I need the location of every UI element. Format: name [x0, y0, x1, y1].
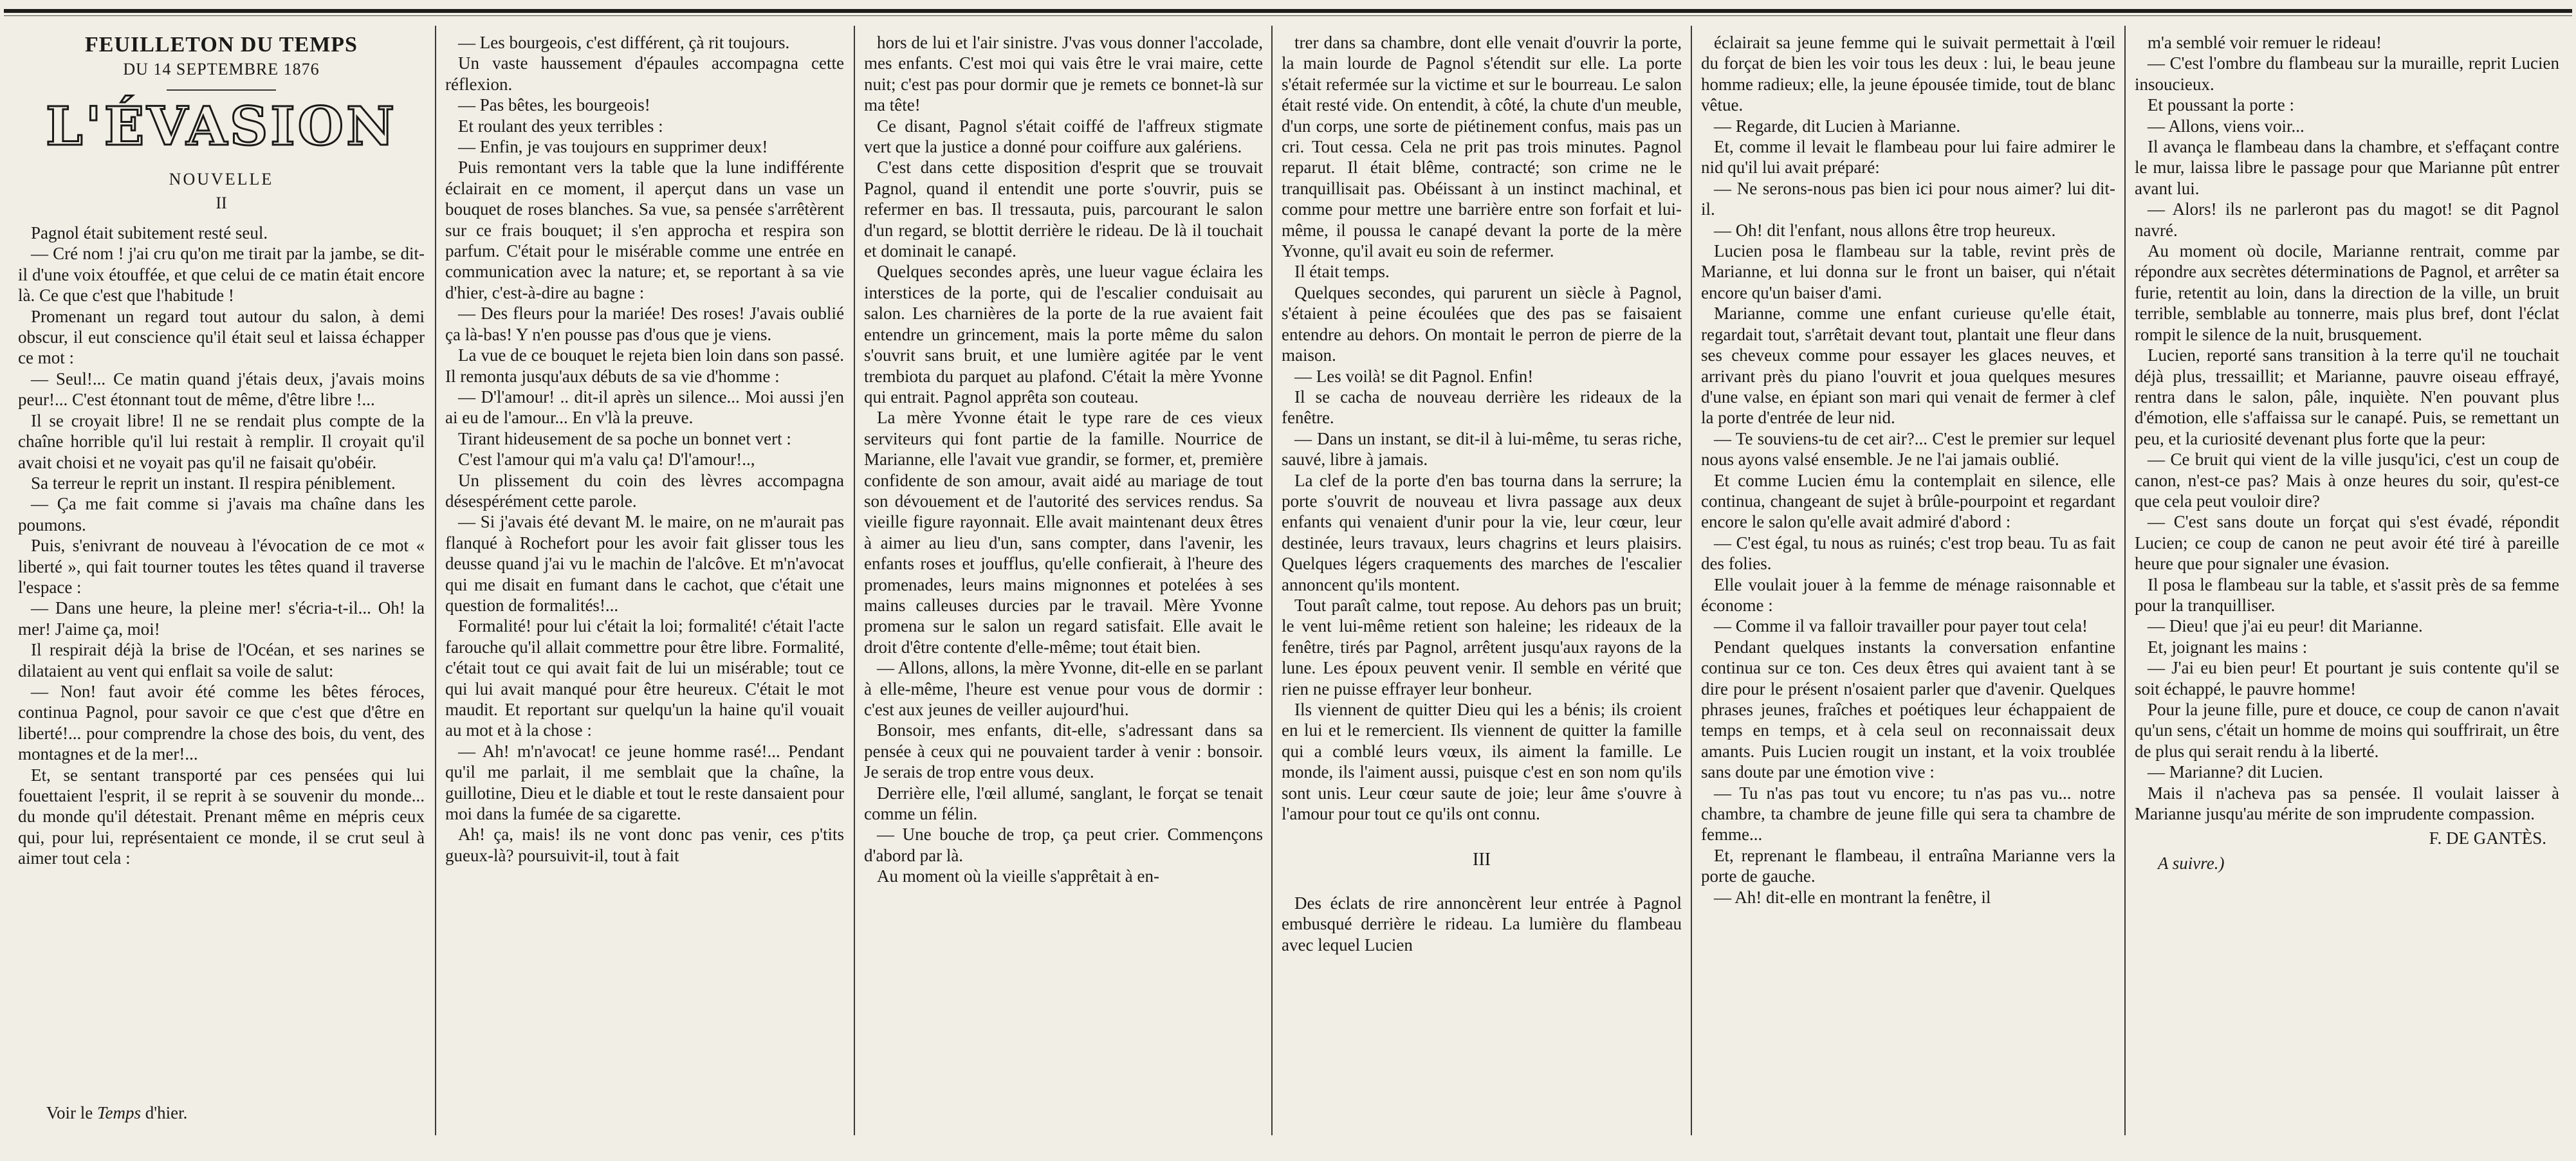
paragraph: — Marianne? dit Lucien.	[2148, 762, 2323, 782]
paragraph: Tirant hideusement de sa poche un bonnet vert :	[458, 428, 791, 448]
paragraph: — C'est sans doute un forçat qui s'est évadé, répondit Lucien; ce coup de canon ne peut avoir été tiré à pareille heure que pour signaler une évasion.	[2135, 512, 2559, 574]
paragraph: Formalité! pour lui c'était la loi; formalité! c'était l'acte farouche qu'il allait commettre pour être libre. Formalité, c'était tout ce qui avait fait de lui un misérable; tout ce qui lui avait manqué pour être heureux. C'était le mot maudit. Et reportant sur quelqu'un la haine qu'il vouait au mot et à la chose :	[445, 616, 844, 740]
author-signature: F. DE GANTÈS.	[2429, 828, 2546, 848]
footer-note-suffix: d'hier.	[141, 1103, 188, 1122]
paragraph: Ah! ça, mais! ils ne vont donc pas venir, ces p'tits gueux-là? poursuivit-il, tout à fait	[445, 825, 844, 865]
paragraph: Il posa le flambeau sur la table, et s'assit près de sa femme pour la tranquilliser.	[2135, 574, 2559, 615]
paragraph: Promenant un regard tout autour du salon, à demi obscur, il eut conscience qu'il était seul et laissa échapper ce mot :	[18, 306, 425, 368]
paragraph: Derrière elle, l'œil allumé, sanglant, le forçat se tenait comme un félin.	[864, 783, 1263, 824]
paragraph: Il se croyait libre! Il ne se rendait plus compte de la chaîne horrible qu'il lui restait à remplir. Il croyait qu'il avait choisi et ne voyait pas qu'il ne faisait qu'obéir.	[18, 410, 425, 472]
paragraph: — Pas bêtes, les bourgeois!	[458, 95, 650, 115]
paragraph: La clef de la porte d'en bas tourna dans la serrure; la porte s'ouvrit de nouveau et livra passage aux deux enfants qui venaient d'unir pour la vie, leur cœur, leur destinée, leurs travaux, leurs chagrins et leurs plaisirs. Quelques légers craquements des marches de l'escalier annoncent qu'ils montent.	[1282, 470, 1682, 594]
paragraph: Quelques secondes après, une lueur vague éclaira les interstices de la porte, qui de l'escalier conduisait au salon. Les charnières de la porte de la rue avaient fait entendre un grincement, mais la porte même du salon s'ouvrit sans bruit, et une lumière agitée par le vent trembiota du parquet au plafond. C'était la mère Yvonne qui entrait. Pagnol apprêta son couteau.	[864, 262, 1263, 407]
paragraph: Il avança le flambeau dans la chambre, et s'effaçant contre le mur, laissa libre le passage pour que Marianne pût entrer avant lui.	[2135, 137, 2559, 198]
paragraph: — J'ai eu bien peur! Et pourtant je suis contente qu'il se soit échappé, le pauvre homme!	[2135, 658, 2559, 699]
paragraph: Pendant quelques instants la conversation enfantine continua sur ce ton. Ces deux êtres qui avaient tant à se dire pour le présent n'osaient parler que d'avenir. Quelques phrases jeunes, fraîches et poétiques leur échappaient de temps en temps, et à cela seul on reconnaissait deux amants. Puis Lucien rougit un instant, et la voix troublée sans doute par une émotion vive :	[1701, 637, 2115, 782]
paragraph: Et, joignant les mains :	[2148, 637, 2308, 657]
paragraph: Un vaste haussement d'épaules accompagna cette réflexion.	[445, 53, 844, 94]
top-rule	[4, 9, 2572, 13]
paragraph: — Ce bruit qui vient de la ville jusqu'ici, c'est un coup de canon, n'est-ce pas? Mais à onze heures du soir, qu'est-ce que cela peut vouloir dire?	[2135, 450, 2559, 511]
paragraph: Mais il n'acheva pas sa pensée. Il voulait laisser à Marianne jusqu'au mérite de son imprudente compassion.	[2135, 783, 2559, 824]
top-rule-thin	[4, 15, 2572, 16]
column-2	[445, 32, 844, 1119]
paragraph: Marianne, comme une enfant curieuse qu'elle était, regardait tout, s'arrêtait devant tout, plantait une fleur dans ses cheveux comme pour essayer les glaces neuves, et arrivant près du piano l'ouvrit et joua quelques mesures d'une valse, en épiant son mari qui venait de fermer à clef la porte d'entrée de leur nid.	[1701, 304, 2115, 428]
column-4	[1282, 32, 1682, 1119]
paragraph: Et roulant des yeux terribles :	[458, 116, 663, 136]
paragraph: — C'est l'ombre du flambeau sur la muraille, reprit Lucien insoucieux.	[2135, 53, 2559, 94]
footer-note	[46, 1103, 187, 1123]
paragraph: — Cré nom ! j'ai cru qu'on me tirait par la jambe, se dit-il d'une voix étouffée, et que celui de ce matin était encore là. Ce que c'est que l'habitude !	[18, 244, 425, 306]
paragraph: Puis remontant vers la table que la lune indifférente éclairait en ce moment, il aperçut dans un vase un bouquet de roses blanches. Sa vue, sa pensée s'arrêtèrent sur ce frais bouquet; il s'en approcha et respira son parfum. C'était pour le misérable comme une entrée en communication avec la nature; et, se reportant à sa vie d'hier, c'est-à-dire au bagne :	[445, 158, 844, 302]
paragraph: Et, reprenant le flambeau, il entraîna Marianne vers la porte de gauche.	[1701, 845, 2115, 886]
column-divider	[2124, 26, 2126, 1135]
paragraph: Pour la jeune fille, pure et douce, ce coup de canon n'avait qu'un sens, c'était un homme de moins qui souffrirait, un être de plus qui serait rendu à la liberté.	[2135, 700, 2559, 761]
paragraph: Quelques secondes, qui parurent un siècle à Pagnol, s'étaient à peine écoulées que des pas se faisaient entendre au dehors. On montait le perron de pierre de la maison.	[1282, 282, 1682, 365]
paragraph: — Si j'avais été devant M. le maire, on ne m'aurait pas flanqué à Rochefort pour les avoir fait glisser tous les deusse quand j'ai vu le machin de l'alcôve. Et m'n'avocat qui me disait en fumant dans le cachot, que c'était une question de formalités!...	[445, 512, 844, 615]
paragraph: — Te souviens-tu de cet air?... C'est le premier sur lequel nous ayons valsé ensemble. Je ne l'ai jamais oublié.	[1701, 428, 2115, 470]
paragraph: C'est l'amour qui m'a valu ça! D'l'amour!..,	[458, 450, 755, 470]
section-number: III	[1473, 850, 1491, 870]
paragraph: — Tu n'as pas tout vu encore; tu n'as pas vu... notre chambre, ta chambre de jeune fille qui sera ta chambre de femme...	[1701, 783, 2115, 845]
paragraph: Et poussant la porte :	[2148, 95, 2294, 115]
paragraph: — Dans une heure, la pleine mer! s'écria-t-il... Oh! la mer! J'aime ça, moi!	[18, 598, 425, 639]
chapter-number: II	[216, 193, 227, 212]
paragraph: — D'l'amour! .. dit-il après un silence... Moi aussi j'en ai eu de l'amour... En v'là la preuve.	[445, 387, 844, 428]
paragraph: — Alors! ils ne parleront pas du magot! se dit Pagnol navré.	[2135, 199, 2559, 240]
paragraph: m'a semblé voir remuer le rideau!	[2148, 33, 2382, 52]
paragraph: — Oh! dit l'enfant, nous allons être trop heureux.	[1714, 220, 2056, 240]
paragraph: Au moment où docile, Marianne rentrait, comme par répondre aux secrètes déterminations de Pagnol, et arrêter sa furie, retentit au loin, dans la direction de la ville, un bruit terrible, semblable au tonnerre, mais plus bref, dont l'éclat rompit le silence de la nuit, brusquement.	[2135, 241, 2559, 344]
paragraph: Ce disant, Pagnol s'était coiffé de l'affreux stigmate vert que la justice a donné pour coiffure aux galériens.	[864, 116, 1263, 157]
header-rule	[167, 89, 276, 91]
paragraph: Il respirait déjà la brise de l'Océan, et ses narines se dilataient au vent qui enflait sa voile de salut:	[18, 640, 425, 681]
paragraph: Un plissement du coin des lèvres accompagna désespérément cette parole.	[445, 470, 844, 511]
paragraph: Des éclats de rire annoncèrent leur entrée à Pagnol embusqué derrière le rideau. La lumière du flambeau avec lequel Lucien	[1282, 893, 1682, 955]
issue-date: DU 14 SEPTEMBRE 1876	[123, 60, 320, 79]
paragraph: — Seul!... Ce matin quand j'étais deux, j'avais moins peur!... C'est étonnant tout de même, d'être libre !...	[18, 369, 425, 410]
column-divider	[1271, 26, 1273, 1135]
feuilleton-label: FEUILLETON DU TEMPS	[85, 33, 358, 57]
paragraph: — Dieu! que j'ai eu peur! dit Marianne.	[2148, 616, 2423, 636]
paragraph: — Non! faut avoir été comme les bêtes féroces, continua Pagnol, pour savoir ce que c'est que d'être en liberté!... pour comprendre la chose des bois, du vent, des montagnes et de la mer!...	[18, 681, 425, 764]
paragraph: Il était temps.	[1294, 262, 1390, 282]
column-divider	[1691, 26, 1692, 1135]
paragraph: trer dans sa chambre, dont elle venait d'ouvrir la porte, la main lourde de Pagnol s'étendit sur elle. La porte s'était refermée sur la victime et sur le bourreau. Le salon était resté vide. On entendit, à côté, la chute d'un meuble, d'un corps, une sorte de piétinement confus, mais pas un cri. Tout cessa. Cela ne prit pas trois minutes. Pagnol reparut. Il était blême, contracté; son crime ne le tranquillisait pas. Obéissant à un instinct machinal, et comme pour mettre une barrière entre son forfait et lui-même, il poussa le canapé devant la porte de la mère Yvonne, qu'il avait eu soin de refermer.	[1282, 33, 1682, 261]
footer-note-journal: Temps	[97, 1103, 142, 1122]
paragraph: — Allons, allons, la mère Yvonne, dit-elle en se parlant à elle-même, l'heure est venue pour vous de dormir : c'est aux jeunes de veiller aujourd'hui.	[864, 658, 1263, 719]
paragraph: — Ça me fait comme si j'avais ma chaîne dans les poumons.	[18, 494, 425, 535]
paragraph: La vue de ce bouquet le rejeta bien loin dans son passé. Il remonta jusqu'aux débuts de sa vie d'homme :	[445, 345, 844, 386]
paragraph: Et comme Lucien ému la contemplait en silence, elle continua, changeant de sujet à brûle-pourpoint et regardant encore le salon qu'elle avait admiré d'abord :	[1701, 470, 2115, 532]
story-title: L'ÉVASION	[45, 95, 398, 158]
paragraph: — Enfin, je vas toujours en supprimer deux!	[458, 137, 768, 157]
column-divider	[435, 26, 436, 1135]
paragraph: Lucien, reporté sans transition à la terre qu'il ne touchait déjà plus, tressaillit; et Marianne, pauvre oiseau effrayé, rentra dans le salon, pâle, inquiète. N'en pouvant plus d'émotion, elle s'affaissa sur le canapé. Puis, se remettant un peu, et la curiosité devenant plus forte que la peur:	[2135, 345, 2559, 448]
paragraph: Ils viennent de quitter Dieu qui les a bénis; ils croient en lui et le remercient. Ils viennent de quitter la famille qui a comblé leurs vœux, ils aiment la famille. Le monde, ils l'aiment aussi, puisque c'est en son nom qu'ils sont unis. Leur cœur saute de joie; leur âme s'ouvre à l'amour pour tout ce qu'ils ont connu.	[1282, 700, 1682, 824]
feuilleton-header	[18, 35, 425, 91]
paragraph: — Une bouche de trop, ça peut crier. Commençons d'abord par là.	[864, 825, 1263, 865]
to-be-continued: A suivre.)	[2158, 853, 2225, 873]
paragraph: Puis, s'enivrant de nouveau à l'évocation de ce mot « liberté », qui fait tourner toutes les têtes quand il traverse l'espace :	[18, 536, 425, 597]
paragraph: Pagnol était subitement resté seul.	[31, 223, 268, 243]
paragraph: Sa terreur le reprit un instant. Il respira péniblement.	[31, 473, 396, 493]
column-3	[864, 32, 1263, 1119]
story-genre: NOUVELLE	[169, 170, 274, 189]
paragraph: Lucien posa le flambeau sur la table, revint près de Marianne, et lui donna sur le front un baiser, qui n'était encore qu'un baiser d'ami.	[1701, 241, 2115, 302]
paragraph: — C'est égal, tu nous as ruinés; c'est trop beau. Tu as fait des folies.	[1701, 533, 2115, 574]
paragraph: C'est dans cette disposition d'esprit que se trouvait Pagnol, quand il entendit une porte s'ouvrir, puis se refermer en bas. Il tressauta, puis, parcourant le salon d'un regard, se blottit derrière le rideau. De là il touchait et dominait le canapé.	[864, 158, 1263, 261]
column-1	[18, 32, 425, 1119]
paragraph: hors de lui et l'air sinistre. J'vas vous donner l'accolade, mes enfants. C'est moi qui vais être le vrai maire, cette nuit; c'est pas pour dormir que je remets ce bonnet-là sur ma tête!	[864, 33, 1263, 115]
paragraph: — Regarde, dit Lucien à Marianne.	[1714, 116, 1961, 136]
footer-note-prefix: Voir le	[46, 1103, 97, 1122]
paragraph: Tout paraît calme, tout repose. Au dehors pas un bruit; le vent lui-même retient son haleine; les rideaux de la fenêtre, tirés par Pagnol, arrêtent jusqu'aux rayons de la lune. Les époux peuvent venir. Il semble en vérité que rien ne puisse effrayer leur bonheur.	[1282, 595, 1682, 699]
paragraph: — Les bourgeois, c'est différent, çà rit toujours.	[458, 33, 790, 52]
paragraph: Et, comme il levait le flambeau pour lui faire admirer le nid qu'il lui avait préparé:	[1701, 137, 2115, 178]
paragraph: — Les voilà! se dit Pagnol. Enfin!	[1294, 366, 1534, 386]
paragraph: — Des fleurs pour la mariée! Des roses! J'avais oublié ça là-bas! Y n'en pousse pas d'ous que je viens.	[445, 304, 844, 344]
paragraph: — Dans un instant, se dit-il à lui-même, tu seras riche, sauvé, libre à jamais.	[1282, 428, 1682, 470]
paragraph: éclairait sa jeune femme qui le suivait permettait à l'œil du forçat de bien les voir tous les deux : lui, le beau jeune homme radieux; elle, la jeune épousée timide, tout de blanc vêtue.	[1701, 33, 2115, 115]
column-divider	[854, 26, 855, 1135]
paragraph: Elle voulait jouer à la femme de ménage raisonnable et économe :	[1701, 574, 2115, 615]
column-5	[1701, 32, 2115, 1119]
paragraph: — Ah! m'n'avocat! ce jeune homme rasé!... Pendant qu'il me parlait, il me semblait que la chaîne, la guillotine, Dieu et le diable et tout le reste dansaient pour moi dans la fumée de sa cigarette.	[445, 741, 844, 824]
paragraph: Au moment où la vieille s'apprêtait à en-	[877, 866, 1159, 886]
paragraph: — Allons, viens voir...	[2148, 116, 2305, 136]
paragraph: — Comme il va falloir travailler pour payer tout cela!	[1714, 616, 2088, 636]
paragraph: Et, se sentant transporté par ces pensées qui lui fouettaient l'esprit, il se reprit à se souvenir du monde... du monde qu'il détestait. Prenant même en mépris ceux qui, pour lui, représentaient ce monde, il se crut seul à aimer tout cela :	[18, 765, 425, 868]
paragraph: — Ne serons-nous pas bien ici pour nous aimer? lui dit-il.	[1701, 178, 2115, 219]
paragraph: Il se cacha de nouveau derrière les rideaux de la fenêtre.	[1282, 387, 1682, 428]
paragraph: — Ah! dit-elle en montrant la fenêtre, il	[1714, 887, 1991, 907]
paragraph: La mère Yvonne était le type rare de ces vieux serviteurs qui font partie de la famille. Nourrice de Marianne, elle l'avait vue grandir, se former, et, première confidente de son amour, avait aidé au mariage de tout son dévouement et de l'autorité des services rendus. Sa vieille figure rayonnait. Elle avait maintenant deux êtres à aimer au lieu d'un, sans compter, dans l'avenir, les enfants roses et joufflus, qu'elle confierait, à l'heure des promenades, leurs mains mignonnes et potelées à ses mains calleuses durcies par le travail. Mère Yvonne promena sur le salon un regard satisfait. Elle avait le droit d'être contente d'elle-même; tout était bien.	[864, 408, 1263, 657]
column-6	[2135, 32, 2559, 1119]
paragraph: Bonsoir, mes enfants, dit-elle, s'adressant dans sa pensée à ceux qui ne pouvaient tarder à venir : bonsoir. Je serais de trop entre vous deux.	[864, 720, 1263, 782]
